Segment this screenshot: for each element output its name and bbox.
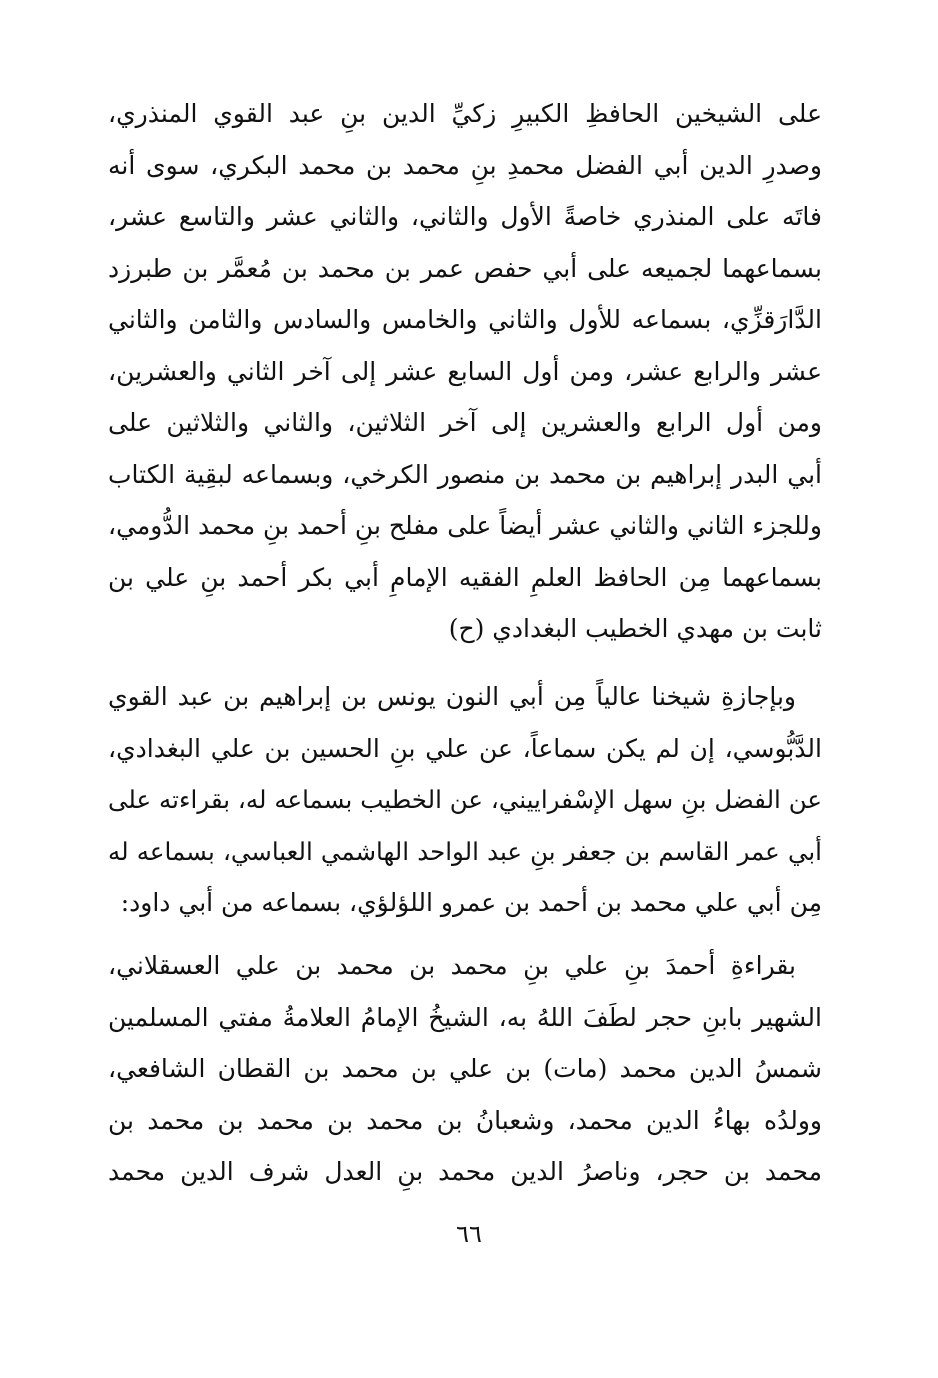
text-line: الدَّبُّوسي، إن لم يكن سماعاً، عن علي بنِ الحسين بن علي البغدادي،: [108, 733, 822, 763]
text-line: أبي عمر القاسم بن جعفر بنِ عبد الواحد الهاشمي العباسي، بسماعه له: [108, 836, 822, 866]
text-line: عن الفضل بنِ سهل الإسْفراييني، عن الخطيب بسماعه له، بقراءته على: [108, 785, 822, 814]
text-line: على الشيخين الحافظِ الكبيرِ زكيِّ الدين بنِ عبد القوي المنذري،: [108, 99, 822, 128]
text-line: الشهير بابنِ حجر لطَفَ اللهُ به، الشيخُ الإمامُ العلامةُ مفتي المسلمين: [108, 1002, 822, 1032]
paragraph-chain-of-transmission-1: [108, 88, 822, 655]
text-line: ثابت بن مهدي الخطيب البغدادي (ح): [448, 614, 822, 643]
text-line: بسماعهما مِن الحافظ العلمِ الفقيه الإمامِ أبي بكر أحمد بنِ علي بن: [108, 562, 822, 592]
text-line: أبي البدر إبراهيم بن محمد بن منصور الكرخي، وبسماعه لبقِية الكتاب: [108, 459, 822, 489]
page-number: ٦٦: [456, 1220, 482, 1248]
text-line: عشر والرابع عشر، ومن أول السابع عشر إلى آخر الثاني والعشرين،: [108, 356, 822, 386]
text-line: وولدُه بهاءُ الدين محمد، وشعبانُ بن محمد بن محمد بن محمد بن: [108, 1105, 822, 1135]
paragraph-chain-of-transmission-2: [108, 671, 822, 929]
text-line: فاتَه على المنذري خاصةً الأول والثاني، والثاني عشر والتاسع عشر،: [108, 202, 822, 231]
text-line: مِن أبي علي محمد بن أحمد بن عمرو اللؤلؤي، بسماعه من أبي داود:: [120, 888, 822, 917]
text-line: وصدرِ الدين أبي الفضل محمدِ بنِ محمد بن محمد البكري، سوى أنه: [108, 150, 822, 180]
text-line: بسماعهما لجميعه على أبي حفص عمر بن محمد بن مُعمَّر بن طبرزد: [108, 253, 822, 283]
text-line: وبإجازةِ شيخنا عالياً مِن أبي النون يونس بن إبراهيم بن عبد القوي: [108, 682, 796, 711]
paragraph-reading-attendance: [108, 940, 822, 1198]
text-line: بقراءةِ أحمدَ بنِ علي بنِ محمد بن محمد بن علي العسقلاني،: [108, 951, 796, 980]
text-line: ومن أول الرابع والعشرين إلى آخر الثلاثين، والثاني والثلاثين على: [108, 408, 822, 437]
text-line: الدَّارَقزِّي، بسماعه للأول والثاني والخامس والسادس والثامن والثاني: [108, 305, 822, 334]
text-line: محمد بن حجر، وناصرُ الدين محمد بنِ العدل شرف الدين محمد: [108, 1157, 822, 1186]
text-line: وللجزء الثاني والثاني عشر أيضاً على مفلح بنِ أحمد بنِ محمد الدُّومي،: [108, 511, 822, 540]
text-line: شمسُ الدين محمد (مات) بن علي بن محمد بن القطان الشافعي،: [108, 1054, 822, 1083]
